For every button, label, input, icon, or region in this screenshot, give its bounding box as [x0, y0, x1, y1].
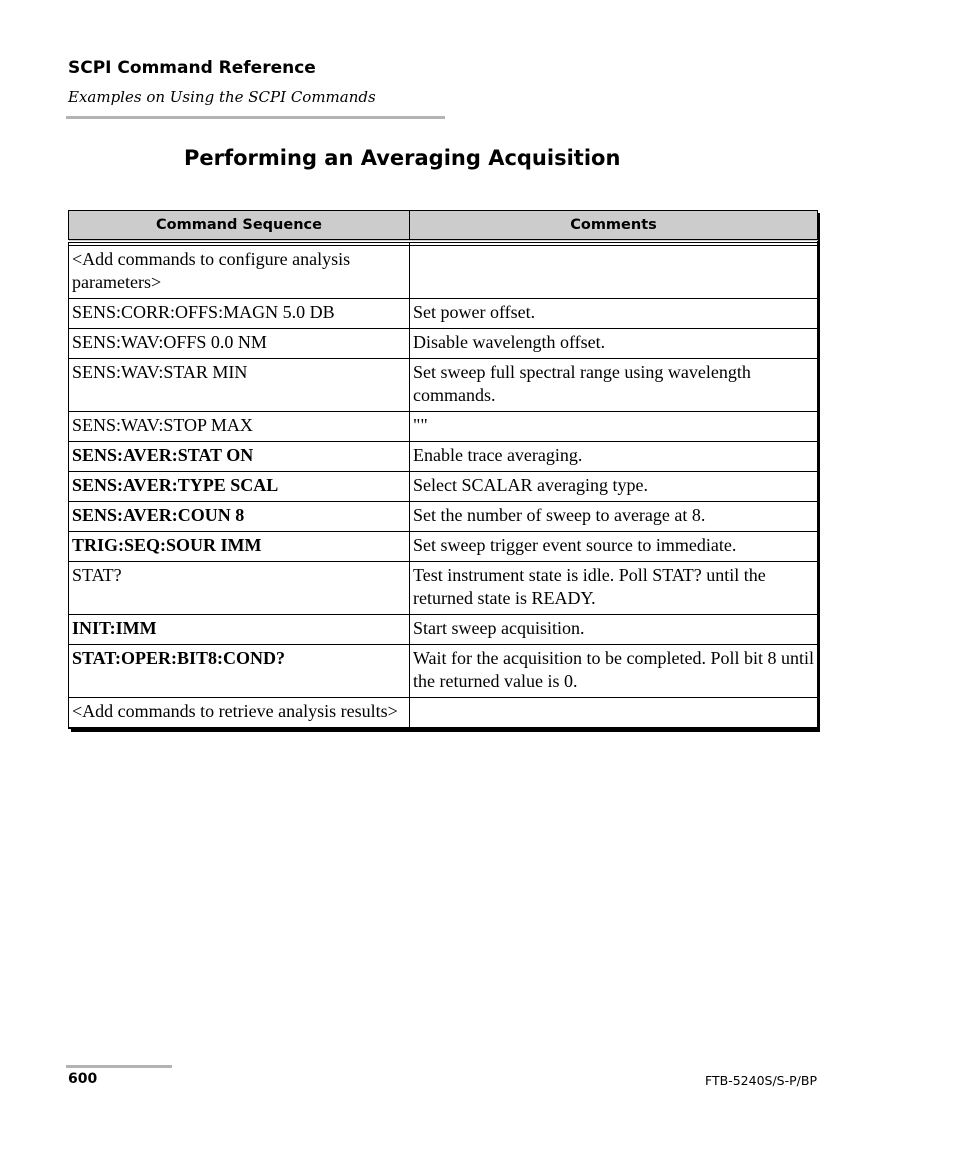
comment-cell: Test instrument state is idle. Poll STAT? until the returned state is READY.	[410, 562, 818, 615]
comment-cell: Set sweep trigger event source to immediate.	[410, 532, 818, 562]
table-row	[69, 532, 818, 562]
comment-cell: Select SCALAR averaging type.	[410, 472, 818, 502]
command-cell: <Add commands to configure analysis parameters>	[69, 246, 410, 299]
command-cell: SENS:AVER:TYPE SCAL	[69, 472, 410, 502]
table-row	[69, 329, 818, 359]
table-row	[69, 615, 818, 645]
running-header-subtitle: Examples on Using the SCPI Commands	[68, 88, 376, 106]
command-cell: STAT?	[69, 562, 410, 615]
table-row	[69, 412, 818, 442]
table-row	[69, 442, 818, 472]
table-row	[69, 299, 818, 329]
comment-cell: Set power offset.	[410, 299, 818, 329]
comment-cell: Wait for the acquisition to be completed. Poll bit 8 until the returned value is 0.	[410, 645, 818, 698]
comment-cell	[410, 698, 818, 729]
column-header-command: Command Sequence	[69, 211, 410, 242]
table-row	[69, 502, 818, 532]
comment-cell: Set the number of sweep to average at 8.	[410, 502, 818, 532]
command-cell: SENS:AVER:STAT ON	[69, 442, 410, 472]
table-row	[69, 562, 818, 615]
page-number: 600	[68, 1071, 98, 1087]
table-row	[69, 645, 818, 698]
command-cell: <Add commands to retrieve analysis results>	[69, 698, 410, 729]
table-row	[69, 472, 818, 502]
table-row	[69, 359, 818, 412]
command-table-wrapper	[68, 210, 817, 729]
command-cell: SENS:AVER:COUN 8	[69, 502, 410, 532]
running-header-title: SCPI Command Reference	[68, 58, 316, 78]
comment-cell	[410, 246, 818, 299]
table-row	[69, 246, 818, 299]
command-cell: INIT:IMM	[69, 615, 410, 645]
command-cell: SENS:WAV:STOP MAX	[69, 412, 410, 442]
table-row	[69, 698, 818, 729]
header-rule	[66, 116, 445, 119]
column-header-comments: Comments	[410, 211, 818, 242]
comment-cell: Set sweep full spectral range using wavelength commands.	[410, 359, 818, 412]
command-table	[68, 210, 818, 729]
document-id: FTB-5240S/S-P/BP	[705, 1073, 817, 1088]
command-cell: SENS:WAV:OFFS 0.0 NM	[69, 329, 410, 359]
table-header-row	[69, 211, 818, 242]
command-cell: SENS:CORR:OFFS:MAGN 5.0 DB	[69, 299, 410, 329]
command-cell: TRIG:SEQ:SOUR IMM	[69, 532, 410, 562]
comment-cell: Enable trace averaging.	[410, 442, 818, 472]
footer-rule	[66, 1065, 172, 1068]
comment-cell: Start sweep acquisition.	[410, 615, 818, 645]
comment-cell: Disable wavelength offset.	[410, 329, 818, 359]
comment-cell: ""	[410, 412, 818, 442]
command-cell: SENS:WAV:STAR MIN	[69, 359, 410, 412]
section-title: Performing an Averaging Acquisition	[184, 146, 621, 170]
command-cell: STAT:OPER:BIT8:COND?	[69, 645, 410, 698]
